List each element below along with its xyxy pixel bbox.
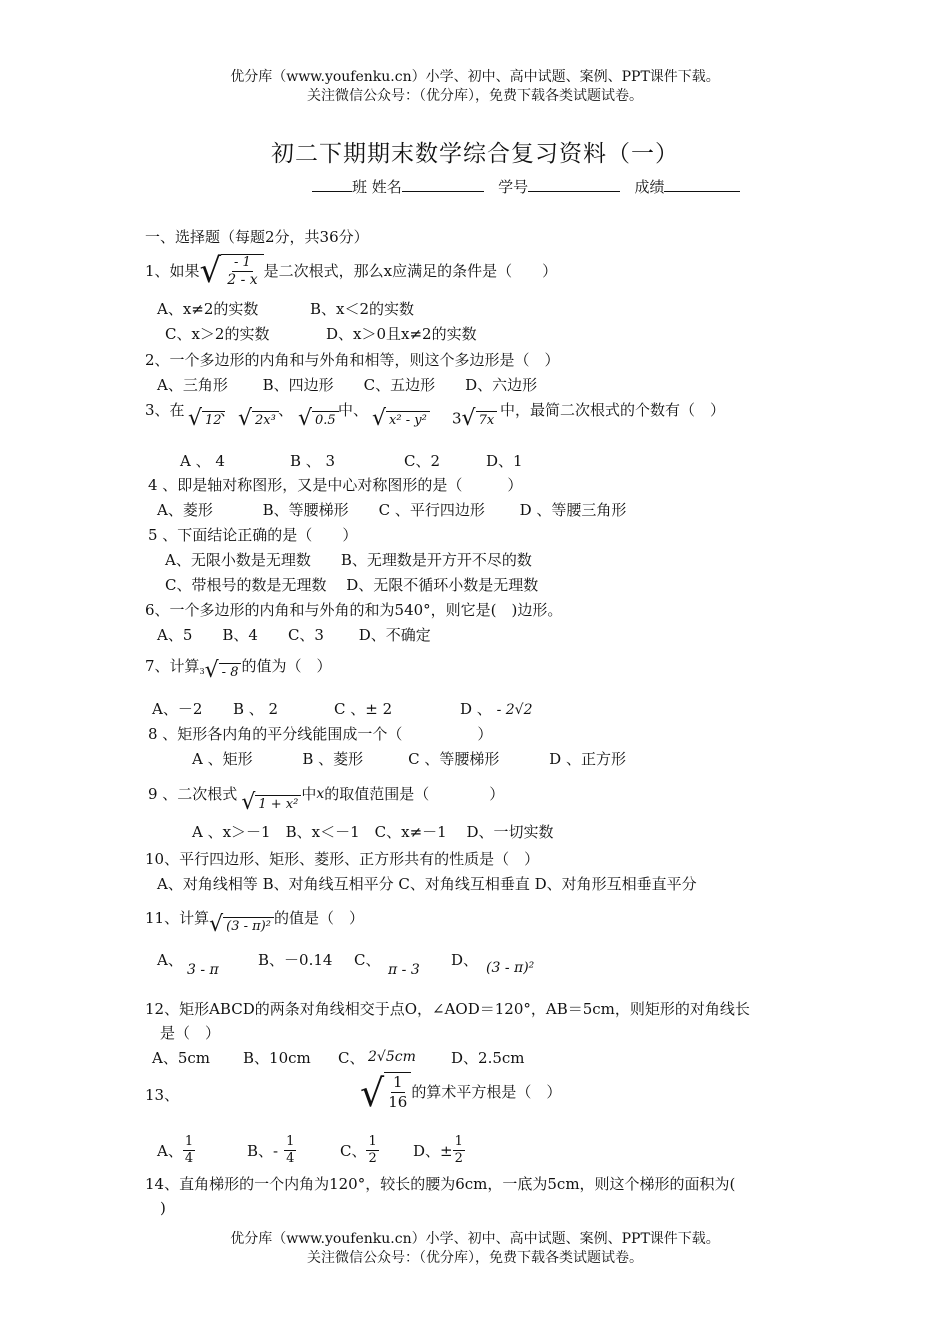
- q1-num: - 1: [234, 255, 251, 270]
- question-4: 4 、即是轴对称图形，又是中心对称图形的是（ ）: [148, 476, 523, 494]
- q3-root-1: √ 12: [188, 408, 225, 430]
- question-14-line-1: 14、直角梯形的一个内角为120°，较长的腰为6cm，一底为5cm，则这个梯形的面积为(: [145, 1175, 736, 1193]
- q10-options: A、对角线相等 B、对角线互相平分 C、对角线互相垂直 D、对角形互相垂直平分: [157, 875, 697, 893]
- q3-sep-1: 、: [220, 401, 236, 419]
- q13-option-c-label: C、: [340, 1141, 367, 1160]
- q13-den: 16: [388, 1093, 408, 1111]
- q1-post: 是二次根式，那么x应满足的条件是（ ）: [263, 262, 558, 280]
- header-line-2: 关注微信公众号：（优分库），免费下载各类试题试卷。: [307, 88, 643, 104]
- q6-options: A、5 B、4 C、3 D、不确定: [157, 626, 431, 644]
- q13-option-b-fraction: [284, 1134, 296, 1167]
- q13-radical: √ $\frac{1}{16}$: [360, 1072, 411, 1112]
- footer-line-1: 优分库（www.youfenku.cn）小学、初中、高中试题、案例、PPT课件下载。: [230, 1231, 720, 1247]
- question-3-pre: 3、在: [145, 401, 185, 419]
- class-label: 班: [352, 178, 368, 196]
- q13-post: 的算术平方根是（ ）: [411, 1083, 562, 1101]
- q3-root-4: √ x² - y²: [372, 408, 430, 430]
- q13-c-num: 1: [368, 1134, 377, 1149]
- q9-radical: √ 1 + x²: [241, 792, 301, 814]
- question-13-pre: 13、: [145, 1086, 180, 1104]
- q13-a-den: 4: [184, 1151, 194, 1166]
- question-7: [145, 650, 331, 682]
- q5-options-line-1: A、无限小数是无理数 B、无理数是开方开不尽的数: [165, 551, 532, 569]
- q3-root-3: √ 0.5: [298, 408, 339, 430]
- q13-a-num: 1: [184, 1134, 194, 1149]
- question-6: 6、一个多边形的内角和与外角的和为540°，则它是( )边形。: [145, 601, 563, 619]
- q7-post: 的值为（ ）: [241, 657, 332, 675]
- q13-option-d-label: D、±: [413, 1141, 453, 1160]
- q7-option-d: D 、 - 2√2: [460, 700, 533, 718]
- q7-option-b: B 、 2: [233, 700, 279, 718]
- q5-options-line-2: C、带根号的数是无理数 D、无限不循环小数是无理数: [165, 576, 539, 594]
- q9-pre: 9 、二次根式: [148, 785, 238, 803]
- class-blank: [312, 191, 352, 192]
- q13-option-c-fraction: [366, 1134, 378, 1167]
- score-label: 成绩: [634, 178, 665, 196]
- q13-b-den: 4: [286, 1151, 295, 1166]
- q3-option-b: B 、 3: [290, 452, 336, 470]
- question-2: 2、一个多边形的内角和与外角和相等，则这个多边形是（ ）: [145, 351, 560, 369]
- q1-option-c: C、x＞2的实数: [165, 325, 270, 343]
- header-line-1: 优分库（www.youfenku.cn）小学、初中、高中试题、案例、PPT课件下载。: [230, 69, 720, 85]
- q7-pre: 7、计算: [145, 657, 200, 675]
- student-info-line: [312, 177, 740, 197]
- q11-option-b: B、－0.14: [258, 951, 333, 969]
- footer-line-2: 关注微信公众号：（优分库），免费下载各类试题试卷。: [307, 1250, 643, 1266]
- q13-d-den: 2: [454, 1151, 463, 1166]
- q9-mid: 中: [301, 785, 317, 803]
- q1-option-a: A、x≠2的实数: [157, 300, 259, 318]
- q11-option-c: C、: [354, 951, 381, 969]
- q1-option-d: D、x＞0且x≠2的实数: [326, 325, 477, 343]
- q3-root-5: 3 √ 7x: [452, 408, 497, 430]
- question-10: 10、平行四边形、矩形、菱形、正方形共有的性质是（ ）: [145, 850, 540, 868]
- q13-b-num: 1: [286, 1134, 295, 1149]
- page-title: 初二下期期末数学综合复习资料（一）: [271, 141, 679, 167]
- question-13: [360, 1071, 562, 1115]
- q4-options: A、菱形 B、等腰梯形 C 、平行四边形 D 、等腰三角形: [157, 501, 627, 519]
- q13-num: 1: [392, 1073, 403, 1091]
- score-blank: [664, 191, 740, 192]
- q7-option-c: C 、± 2: [334, 700, 393, 718]
- q1-pre: 1、如果: [145, 262, 200, 280]
- q2-options: A、三角形 B、四边形 C、五边形 D、六边形: [157, 376, 538, 394]
- question-5: 5 、下面结论正确的是（ ）: [148, 526, 358, 544]
- q9-options: A 、x＞－1 B、x＜－1 C、x≠－1 D、一切实数: [192, 823, 554, 841]
- q13-d-num: 1: [454, 1134, 463, 1149]
- q11-post: 的值是（ ）: [273, 909, 364, 927]
- q3-option-d: D、1: [486, 452, 523, 470]
- q13-option-a: [157, 1134, 195, 1167]
- q13-option-a-label: A、: [157, 1141, 183, 1160]
- q1-fraction: [225, 255, 259, 288]
- question-14-line-2: ): [160, 1199, 166, 1217]
- q11-option-d-value: (3 - π)²: [486, 960, 535, 976]
- q9-var: x: [316, 786, 325, 802]
- q3-sep-2: 、: [278, 401, 294, 419]
- q8-options: A 、矩形 B 、菱形 C 、等腰梯形 D 、正方形: [192, 750, 626, 768]
- id-label: 学号: [498, 178, 529, 196]
- q3-option-c: C、2: [404, 452, 441, 470]
- name-label: 姓名: [371, 178, 402, 196]
- q11-option-c-value: π - 3: [388, 962, 420, 978]
- q3-option-a: A 、 4: [180, 452, 225, 470]
- q12-option-d: D、2.5cm: [451, 1049, 525, 1067]
- q3-root-2: √ 2x³: [238, 408, 279, 430]
- question-12-line-2: 是（ ）: [160, 1024, 221, 1042]
- id-blank: [528, 191, 620, 192]
- question-11: [145, 900, 364, 936]
- q13-fraction: [386, 1073, 409, 1112]
- q12-option-c: C、: [338, 1049, 365, 1067]
- q11-option-d: D、: [451, 951, 479, 969]
- q7-option-d-value: - 2√2: [496, 702, 533, 718]
- question-8: 8 、矩形各内角的平分线能围成一个（ ）: [148, 725, 493, 743]
- q11-pre: 11、计算: [145, 909, 210, 927]
- question-9: [148, 774, 504, 814]
- question-12-line-1: 12、矩形ABCD的两条对角线相交于点O，∠AOD＝120°，AB＝5cm，则矩形的对角线长: [145, 1000, 750, 1018]
- q13-option-d: [413, 1134, 465, 1167]
- q3-mid: 中、: [338, 401, 369, 419]
- q12-option-a: A、5cm: [152, 1049, 211, 1067]
- q7-option-a: A、－2: [152, 700, 203, 718]
- q1-den: 2 - x: [227, 272, 258, 288]
- q9-post: 的取值范围是（ ）: [324, 785, 505, 803]
- q11-option-a: A、: [157, 951, 183, 969]
- q13-c-den: 2: [368, 1151, 377, 1166]
- question-1: [145, 251, 558, 291]
- q13-option-b-label: B、-: [247, 1141, 279, 1160]
- q13-option-c: [340, 1134, 379, 1167]
- q12-option-b: B、10cm: [243, 1049, 311, 1067]
- q1-radical: √ $\frac{- 1}{2 - x}$: [200, 254, 264, 288]
- q3-post: 中，最简二次根式的个数有（ ）: [500, 401, 726, 419]
- name-blank: [402, 191, 484, 192]
- section-heading: 一、选择题（每题2分，共36分）: [145, 228, 369, 246]
- q13-option-a-fraction: [183, 1134, 195, 1167]
- q7-cube-root: 3 √ - 8: [200, 660, 242, 682]
- q13-option-b: [247, 1134, 296, 1167]
- q11-option-a-value: 3 - π: [187, 962, 219, 978]
- q12-option-c-value: 2√5cm: [368, 1049, 416, 1065]
- q1-option-b: B、x＜2的实数: [310, 300, 415, 318]
- q13-option-d-fraction: [453, 1134, 465, 1167]
- q11-radical: √ (3 - π)²: [209, 914, 274, 936]
